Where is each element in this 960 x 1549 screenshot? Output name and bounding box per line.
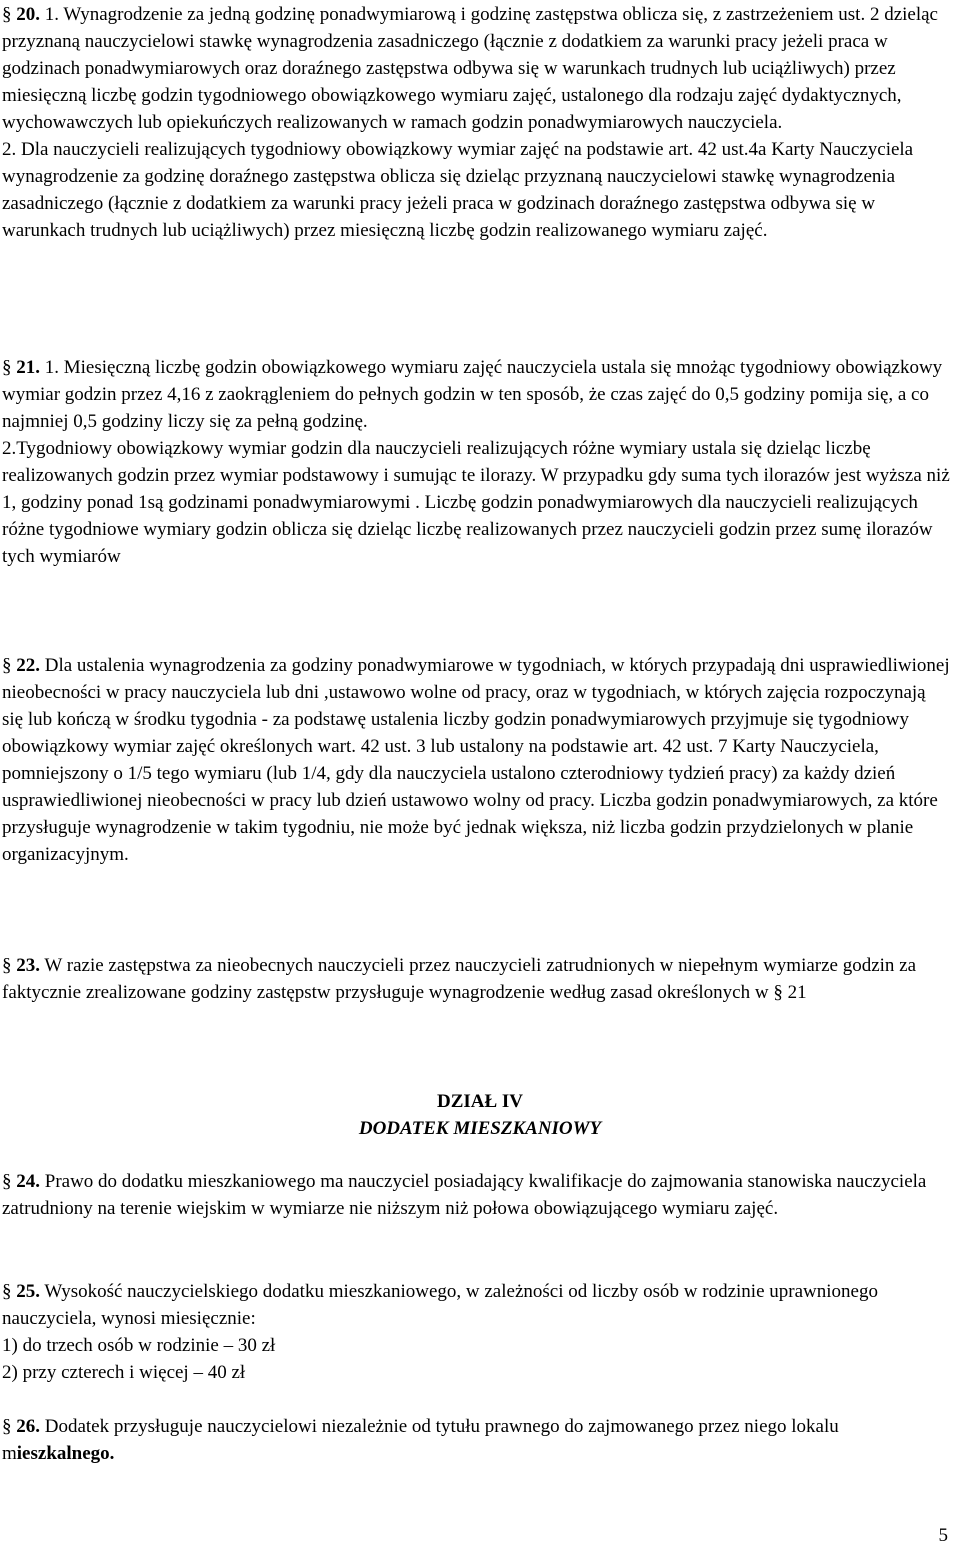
section-21 bbox=[2, 354, 950, 570]
section-20 bbox=[2, 1, 950, 244]
section-20-text-1: 1. Wynagrodzenie za jedną godzinę ponadwymiarową i godzinę zastępstwa oblicza się, z zastrzeżeniem ust. 2 dzieląc przyznaną nauczycielowi stawkę wynagrodzenia zasadniczego (łącznie z dodatkiem za warunki pracy jeżeli praca w godzinach ponadwymiarowych oraz doraźnego zastępstwa odbywa się w warunkach trudnych lub uciążliwych) przez miesięczną liczbę godzin tygodniowego obowiązkowego wymiaru zajęć, ustalonego dla rodzaju zajęć dydaktycznych, wychowawczych lub opiekuńczych realizowanych w ramach godzin ponadwymiarowych nauczyciela. bbox=[2, 4, 938, 133]
section-20-para-1 bbox=[2, 1, 950, 136]
section-25-text: Wysokość nauczycielskiego dodatku mieszkaniowego, w zależności od liczby osób w rodzinie uprawnionego nauczyciela, wynosi miesięcznie: bbox=[2, 1281, 878, 1329]
section-sign: § bbox=[2, 655, 12, 676]
section-23-text: W razie zastępstwa za nieobecnych nauczycieli przez nauczycieli zatrudnionych w niepełnym wymiarze godzin za faktycznie zrealizowane godziny zastępstw przysługuje wynagrodzenie według zasad określonych w § 21 bbox=[2, 955, 917, 1003]
section-26 bbox=[2, 1413, 950, 1467]
section-number: 24. bbox=[16, 1171, 40, 1192]
section-21-para-1 bbox=[2, 354, 950, 435]
section-24-para bbox=[2, 1168, 950, 1222]
section-22 bbox=[2, 652, 950, 868]
section-number: 23. bbox=[16, 955, 40, 976]
section-25-para bbox=[2, 1278, 950, 1332]
chapter-heading bbox=[0, 1088, 960, 1142]
section-24 bbox=[2, 1168, 950, 1222]
section-sign: § bbox=[2, 1416, 12, 1437]
section-number: 25. bbox=[16, 1281, 40, 1302]
section-25-item-2: 2) przy czterech i więcej – 40 zł bbox=[2, 1362, 246, 1383]
section-26-text-bold: ieszkalnego. bbox=[16, 1443, 115, 1464]
section-sign: § bbox=[2, 1281, 12, 1302]
section-20-para-2 bbox=[2, 136, 950, 244]
section-21-para-2 bbox=[2, 435, 950, 570]
section-23 bbox=[2, 952, 950, 1006]
section-number: 21. bbox=[16, 357, 40, 378]
section-21-text-2: 2.Tygodniowy obowiązkowy wymiar godzin dla nauczycieli realizujących różne wymiary ustala się dzieląc liczbę realizowanych godzin przez wymiar podstawowy i sumując te ilorazy. W przypadku gdy suma tych ilorazów jest wyższa niż 1, godziny ponad 1są godzinami ponadwymiarowymi . Liczbę godzin ponadwymiarowych dla nauczycieli realizujących różne tygodniowe wymiary godzin oblicza się dzieląc liczbę realizowanych przez nauczycieli godzin przez sumę ilorazów tych wymiarów bbox=[2, 438, 950, 567]
section-26-para bbox=[2, 1413, 950, 1467]
section-22-para bbox=[2, 652, 950, 868]
section-24-text: Prawo do dodatku mieszkaniowego ma nauczyciel posiadający kwalifikacje do zajmowania stanowiska nauczyciela zatrudniony na terenie wiejskim w wymiarze nie niższym niż połowa obowiązującego wymiaru zajęć. bbox=[2, 1171, 927, 1219]
page-number: 5 bbox=[938, 1525, 948, 1546]
section-number: 20. bbox=[16, 4, 40, 25]
section-number: 26. bbox=[16, 1416, 40, 1437]
section-25-item-1: 1) do trzech osób w rodzinie – 30 zł bbox=[2, 1335, 276, 1356]
section-sign: § bbox=[2, 4, 12, 25]
chapter-number: DZIAŁ IV bbox=[436, 1091, 524, 1112]
chapter-title: DODATEK MIESZKANIOWY bbox=[358, 1118, 602, 1139]
section-21-text-1: 1. Miesięczną liczbę godzin obowiązkowego wymiaru zajęć nauczyciela ustala się mnożąc tygodniowy obowiązkowy wymiar godzin przez 4,16 z zaokrągleniem do pełnych godzin w ten sposób, że czas zajęć do 0,5 godziny pomija się, a co najmniej 0,5 godziny liczy się za pełną godzinę. bbox=[2, 357, 943, 432]
section-sign: § bbox=[2, 357, 12, 378]
section-number: 22. bbox=[16, 655, 40, 676]
section-22-text: Dla ustalenia wynagrodzenia za godziny ponadwymiarowe w tygodniach, w których przypadają dni usprawiedliwionej nieobecności w pracy nauczyciela lub dni ,ustawowo wolne od pracy, oraz w tygodniach, w których zajęcia rozpoczynają się lub kończą w środku tygodnia - za podstawę ustalenia liczby godzin ponadwymiarowych przyjmuje się tygodniowy obowiązkowy wymiar zajęć określonych wart. 42 ust. 3 lub ustalony na podstawie art. 42 ust. 7 Karty Nauczyciela, pomniejszony o 1/5 tego wymiaru (lub 1/4, gdy dla nauczyciela ustalono czterodniowy tydzień pracy) za każdy dzień usprawiedliwionej nieobecności w pracy lub dzień ustawowo wolny od pracy. Liczba godzin ponadwymiarowych, za które przysługuje wynagrodzenie w takim tygodniu, nie może być jednak większa, niż liczba godzin przydzielonych w planie organizacyjnym. bbox=[2, 655, 950, 865]
section-sign: § bbox=[2, 1171, 12, 1192]
section-20-text-2: 2. Dla nauczycieli realizujących tygodniowy obowiązkowy wymiar zajęć na podstawie art. 42 ust.4a Karty Nauczyciela wynagrodzenie za godzinę doraźnego zastępstwa oblicza się dzieląc przyznaną nauczycielowi stawkę wynagrodzenia zasadniczego (łącznie z dodatkiem za warunki pracy jeżeli praca w godzinach doraźnego zastępstwa odbywa się w warunkach trudnych lub uciążliwych) przez miesięczną liczbę godzin realizowanego wymiaru zajęć. bbox=[2, 139, 914, 241]
section-25 bbox=[2, 1278, 950, 1386]
section-23-para bbox=[2, 952, 950, 1006]
section-sign: § bbox=[2, 955, 12, 976]
section-26-text: Dodatek przysługuje nauczycielowi niezależnie od tytułu prawnego do zajmowanego przez niego lokalu m bbox=[2, 1416, 839, 1464]
